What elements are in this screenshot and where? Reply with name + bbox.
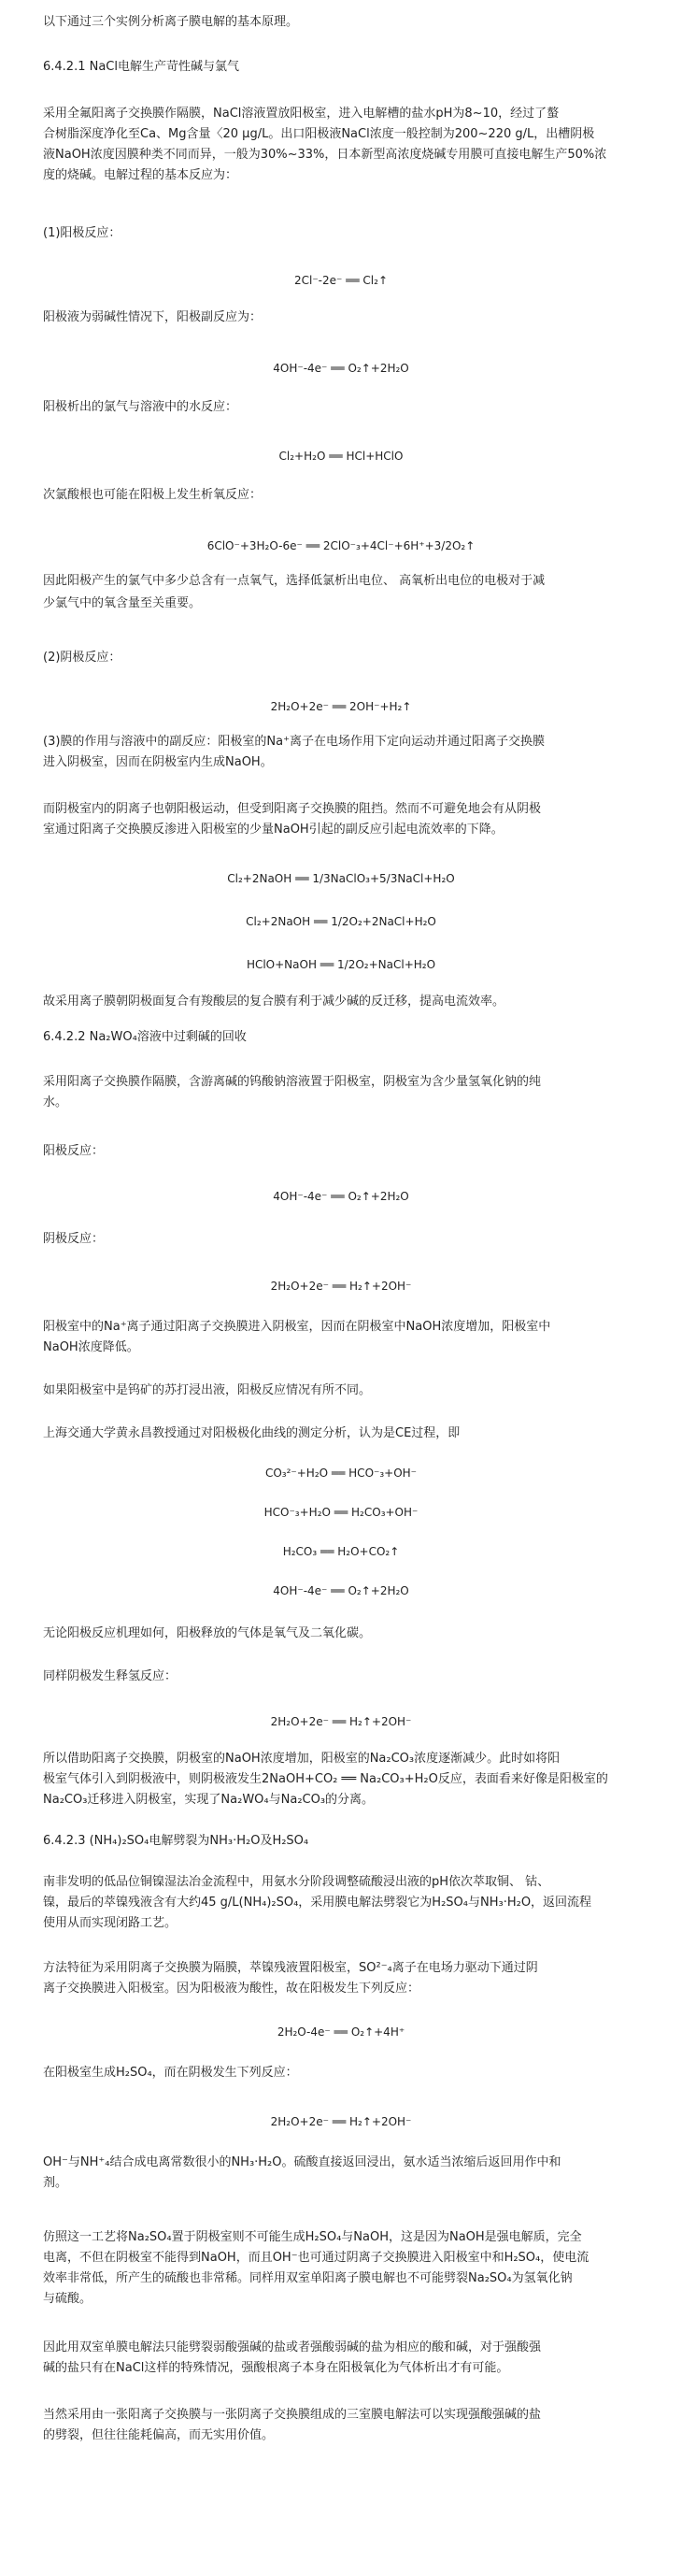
paragraph-line: 阳极室中的Na⁺离子通过阳离子交换膜进入阴极室，因而在阴极室中NaOH浓度增加，阳极室中 bbox=[43, 1320, 551, 1334]
equation: 2H₂O+2e⁻ ══ H₂↑+2OH⁻ bbox=[270, 2115, 412, 2128]
paragraph-line: 镍，最后的萃镍残液含有大约45 g/L(NH₄)₂SO₄，采用膜电解法劈裂它为H₂SO₄与NH₃·H₂O，返回流程 bbox=[43, 1896, 592, 1910]
paragraph-line: 碱的盐只有在NaCl这样的特殊情况，强酸根离子本身在阳极氧化为气体析出才有可能。 bbox=[43, 2361, 509, 2375]
equation: H₂CO₃ ══ H₂O+CO₂↑ bbox=[282, 1545, 400, 1558]
paragraph-line: 度的烧碱。电解过程的基本反应为： bbox=[43, 168, 238, 182]
paragraph-line: 效率非常低，所产生的硫酸也非常稀。同样用双室单阳离子膜电解也不可能劈裂Na₂SO₄为氢氧化钠 bbox=[43, 2271, 573, 2285]
paragraph-line: 进入阴极室，因而在阴极室内生成NaOH。 bbox=[43, 755, 273, 769]
cathode-reaction-label: 阴极反应： bbox=[43, 1232, 105, 1246]
equation: 2H₂O-4e⁻ ══ O₂↑+4H⁺ bbox=[277, 2025, 405, 2039]
equation: HClO+NaOH ══ 1/2O₂+NaCl+H₂O bbox=[246, 958, 436, 971]
anode-reaction-label: (1)阳极反应： bbox=[43, 226, 121, 240]
paragraph-line: 采用阳离子交换膜作隔膜，含游离碱的钨酸钠溶液置于阳极室，阴极室为含少量氢氧化钠的纯 bbox=[43, 1075, 542, 1089]
section-heading-6-4-2-1: 6.4.2.1 NaCl电解生产苛性碱与氯气 bbox=[43, 60, 239, 74]
paragraph-line: 当然采用由一张阳离子交换膜与一张阴离子交换膜组成的三室膜电解法可以实现强酸强碱的盐 bbox=[43, 2408, 542, 2422]
paragraph-line: (3)膜的作用与溶液中的副反应：阳极室的Na⁺离子在电场作用下定向运动并通过阳离子交换膜 bbox=[43, 735, 545, 749]
equation: 2H₂O+2e⁻ ══ H₂↑+2OH⁻ bbox=[270, 1280, 412, 1293]
equation: 2H₂O+2e⁻ ══ 2OH⁻+H₂↑ bbox=[270, 700, 412, 713]
equation: 2Cl⁻-2e⁻ ══ Cl₂↑ bbox=[293, 274, 389, 287]
equation: 6ClO⁻+3H₂O-6e⁻ ══ 2ClO⁻₃+4Cl⁻+6H⁺+3/2O₂↑ bbox=[206, 539, 476, 552]
equation: HCO⁻₃+H₂O ══ H₂CO₃+OH⁻ bbox=[263, 1506, 419, 1519]
section-heading-6-4-2-3: 6.4.2.3 (NH₄)₂SO₄电解劈裂为NH₃·H₂O及H₂SO₄ bbox=[43, 1834, 309, 1848]
equation: Cl₂+H₂O ══ HCl+HClO bbox=[278, 450, 404, 463]
paragraph-line: 阳极析出的氯气与溶液中的水反应： bbox=[43, 400, 238, 414]
paragraph-line: 的劈裂，但往往能耗偏高，而无实用价值。 bbox=[43, 2428, 275, 2442]
cathode-reaction-label: (2)阴极反应： bbox=[43, 651, 121, 665]
equation: 2H₂O+2e⁻ ══ H₂↑+2OH⁻ bbox=[270, 1715, 412, 1728]
paragraph-line: 剂。 bbox=[43, 2176, 68, 2190]
paragraph-line: 合树脂深度净化至Ca、Mg含量〈20 μg/L。出口阳极液NaCl浓度一般控制为200~220 g/L，出槽阴极 bbox=[43, 127, 595, 141]
equation: Cl₂+2NaOH ══ 1/3NaClO₃+5/3NaCl+H₂O bbox=[227, 872, 455, 885]
paragraph-line: 使用从而实现闭路工艺。 bbox=[43, 1916, 178, 1930]
paragraph-line: 极室气体引入到阴极液中，则阴极液发生2NaOH+CO₂ ══ Na₂CO₃+H₂O反应，表面看来好像是阳极室的 bbox=[43, 1772, 608, 1786]
section-heading-6-4-2-2: 6.4.2.2 Na₂WO₄溶液中过剩碱的回收 bbox=[43, 1030, 247, 1044]
paragraph-line: 与硫酸。 bbox=[43, 2292, 92, 2306]
equation: 4OH⁻-4e⁻ ══ O₂↑+2H₂O bbox=[273, 1584, 409, 1597]
paragraph-line: 方法特征为采用阴离子交换膜为隔膜，萃镍残液置阳极室，SO²⁻₄离子在电场力驱动下通过阴 bbox=[43, 1961, 538, 1975]
paragraph-line: NaOH浓度降低。 bbox=[43, 1340, 139, 1354]
paragraph-line: 阳极液为弱碱性情况下，阳极副反应为： bbox=[43, 310, 263, 324]
intro-text: 以下通过三个实例分析离子膜电解的基本原理。 bbox=[43, 15, 299, 29]
paragraph-line: 采用全氟阳离子交换膜作隔膜，NaCl溶液置放阳极室，进入电解槽的盐水pH为8~10，经过了螯 bbox=[43, 107, 560, 121]
paragraph-line: OH⁻与NH⁺₄结合成电离常数很小的NH₃·H₂O。硫酸直接返回浸出，氨水适当浓缩后返回用作中和 bbox=[43, 2155, 561, 2169]
paragraph-line: 因此阳极产生的氯气中多少总含有一点氧气，选择低氯析出电位、 高氧析出电位的电极对于减 bbox=[43, 574, 546, 588]
paragraph-line: 而阴极室内的阴离子也朝阳极运动，但受到阳离子交换膜的阻挡。然而不可避免地会有从阴极 bbox=[43, 802, 542, 816]
paragraph-line: 仿照这一工艺将Na₂SO₄置于阴极室则不可能生成H₂SO₄与NaOH，这是因为NaOH是强电解质，完全 bbox=[43, 2230, 582, 2244]
equation: 4OH⁻-4e⁻ ══ O₂↑+2H₂O bbox=[273, 362, 409, 375]
paragraph-line: 所以借助阳离子交换膜，阴极室的NaOH浓度增加，阳极室的Na₂CO₃浓度逐渐减少。此时如将阳 bbox=[43, 1752, 561, 1766]
paragraph-line: 因此用双室单膜电解法只能劈裂弱酸强碱的盐或者强酸弱碱的盐为相应的酸和碱，对于强酸强 bbox=[43, 2340, 542, 2354]
paragraph-line: 少氯气中的氧含量至关重要。 bbox=[43, 596, 202, 610]
paragraph-line: 次氯酸根也可能在阳极上发生析氧反应： bbox=[43, 488, 263, 502]
paragraph-line: 电离，不但在阴极室不能得到NaOH，而且OH⁻也可通过阴离子交换膜进入阳极室中和H₂SO₄，使电流 bbox=[43, 2251, 590, 2265]
paragraph-line: 离子交换膜进入阳极室。因为阳极液为酸性，故在阳极发生下列反应： bbox=[43, 1982, 420, 1996]
anode-reaction-label: 阳极反应： bbox=[43, 1144, 105, 1158]
paragraph-line: Na₂CO₃迁移进入阴极室，实现了Na₂WO₄与Na₂CO₃的分离。 bbox=[43, 1793, 375, 1807]
paragraph-line: 故采用离子膜朝阴极面复合有羧酸层的复合膜有利于减少碱的反迁移，提高电流效率。 bbox=[43, 995, 505, 1009]
paragraph-line: 同样阴极发生释氢反应： bbox=[43, 1669, 178, 1683]
equation: CO₃²⁻+H₂O ══ HCO⁻₃+OH⁻ bbox=[264, 1467, 418, 1480]
paragraph-line: 在阳极室生成H₂SO₄，而在阴极发生下列反应： bbox=[43, 2066, 298, 2080]
paragraph-line: 如果阳极室中是钨矿的苏打浸出液，阳极反应情况有所不同。 bbox=[43, 1383, 372, 1397]
paragraph-line: 液NaOH浓度因膜种类不同而异，一般为30%~33%，日本新型高浓度烧碱专用膜可直接电解生产50%浓 bbox=[43, 148, 607, 162]
paragraph-line: 上海交通大学黄永昌教授通过对阳极极化曲线的测定分析，认为是CE过程，即 bbox=[43, 1426, 461, 1440]
equation: 4OH⁻-4e⁻ ══ O₂↑+2H₂O bbox=[273, 1190, 409, 1203]
paragraph-line: 南非发明的低品位铜镍湿法冶金流程中，用氨水分阶段调整硫酸浸出液的pH依次萃取铜、 钴、 bbox=[43, 1875, 550, 1889]
paragraph-line: 水。 bbox=[43, 1095, 68, 1109]
equation: Cl₂+2NaOH ══ 1/2O₂+2NaCl+H₂O bbox=[246, 915, 436, 928]
paragraph-line: 室通过阳离子交换膜反渗进入阳极室的少量NaOH引起的副反应引起电流效率的下降。 bbox=[43, 823, 504, 837]
paragraph-line: 无论阳极反应机理如何，阳极释放的气体是氧气及二氧化碳。 bbox=[43, 1626, 372, 1640]
